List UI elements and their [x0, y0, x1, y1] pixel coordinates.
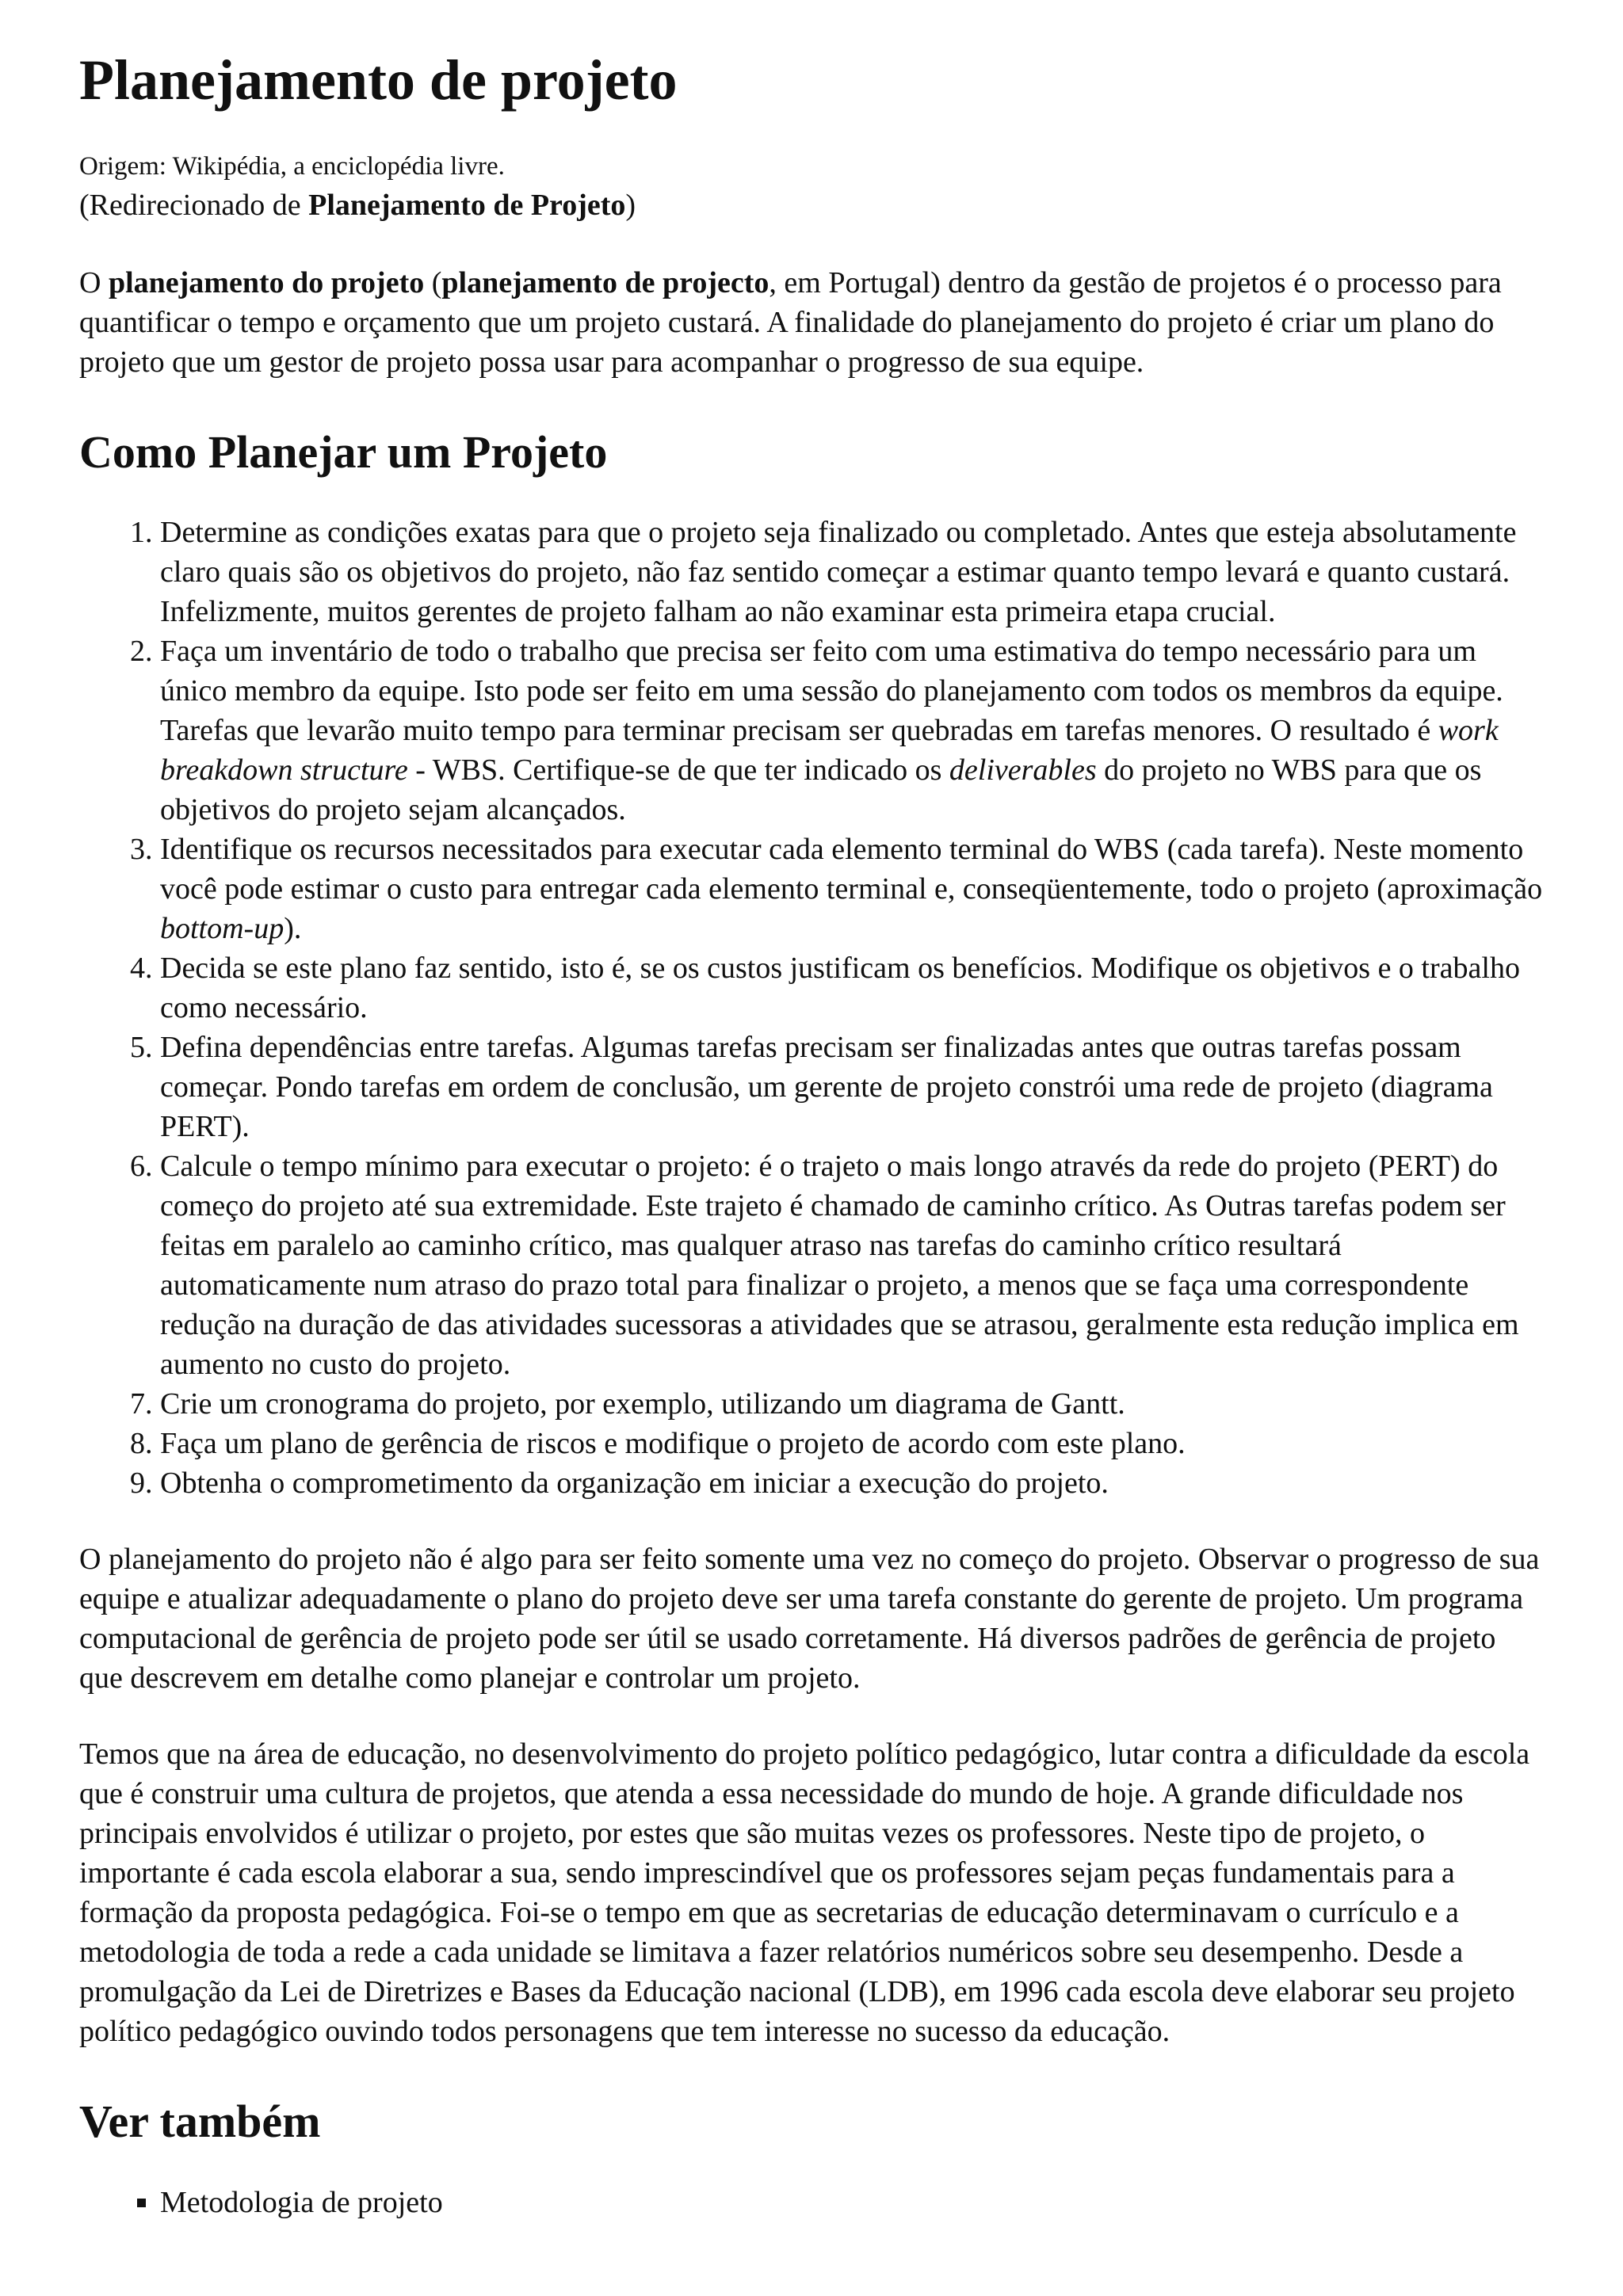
section-heading-ver-tambem: Ver também	[79, 2096, 321, 2148]
intro-text-1: O	[79, 265, 109, 299]
step-text: Faça um inventário de todo o trabalho que precisa ser feito com uma estimativa do tempo necessário para um único membro da equipe. Isto pode ser feito em uma sessão do planejamento com todos os membros da equipe. Tarefas que levarão muito tempo para terminar precisam ser quebradas em tarefas menores. O resultado é	[160, 635, 1503, 748]
body-paragraph-3: Temos que na área de educação, no desenvolvimento do projeto político pedagógico, lutar contra a dificuldade da escola que é construir uma cultura de projetos, que atenda a essa necessidade do mundo de hoje. A grande dificuldade nos principais envolvidos é utilizar o projeto, por estes que são muitas vezes os professores. Neste tipo de projeto, o importante é cada escola elaborar a sua, sendo imprescindível que os professores sejam peças fundamentais para a formação da proposta pedagógica. Foi-se o tempo em que as secretarias de educação determinavam o currículo e a metodologia de toda a rede a cada unidade se limitava a fazer relatórios numéricos sobre seu desempenho. Desde a promulgação da Lei de Diretrizes e Bases da Educação nacional (LDB), em 1996 cada escola deve elaborar seu projeto político pedagógico ouvindo todos personagens que tem interesse no sucesso da educação.	[79, 1737, 1530, 2049]
list-item	[160, 1424, 1544, 1463]
redirect-prefix: (Redirecionado de	[79, 188, 309, 222]
list-item	[160, 948, 1544, 1028]
step-text: ).	[284, 912, 302, 946]
origin-note: Origem: Wikipédia, a enciclopédia livre.	[79, 151, 505, 181]
step-text: Faça um plano de gerência de riscos e modifique o projeto de acordo com este plano.	[160, 1427, 1186, 1461]
intro-paragraph	[79, 263, 1544, 382]
step-text: Crie um cronograma do projeto, por exemplo, utilizando um diagrama de Gantt.	[160, 1387, 1125, 1421]
intro-bold-term: planejamento do projeto	[108, 265, 425, 299]
step-text: Defina dependências entre tarefas. Algumas tarefas precisam ser finalizadas antes que outras tarefas possam começar. Pondo tarefas em ordem de conclusão, um gerente de projeto constrói uma rede de projeto (diagrama PERT).	[160, 1031, 1493, 1144]
intro-bold-term-pt: planejamento de projecto	[441, 265, 769, 299]
page-title: Planejamento de projeto	[79, 48, 678, 112]
intro-text-2: (	[424, 265, 442, 299]
step-text: Decida se este plano faz sentido, isto é, se os custos justificam os benefícios. Modifique os objetivos e o trabalho como necessário.	[160, 952, 1520, 1025]
list-item	[160, 631, 1544, 830]
list-item	[160, 1384, 1544, 1424]
list-item	[160, 1028, 1544, 1146]
step-italic-term: deliverables	[949, 753, 1097, 788]
steps-list	[79, 513, 1544, 1503]
redirect-note	[79, 185, 1544, 225]
see-also-link[interactable]: Metodologia de projeto	[160, 2185, 443, 2219]
list-item	[160, 1463, 1544, 1503]
redirect-source-link[interactable]: Planejamento de Projeto	[308, 188, 626, 222]
list-item	[160, 1146, 1544, 1384]
see-also-item	[160, 2183, 1544, 2222]
list-item	[160, 513, 1544, 631]
step-text: Obtenha o comprometimento da organização em iniciar a execução do projeto.	[160, 1466, 1109, 1501]
step-text: Identifique os recursos necessitados para executar cada elemento terminal do WBS (cada tarefa). Neste momento você pode estimar o custo para entregar cada elemento terminal e, conseqüentemente, todo o projeto (aproximação	[160, 833, 1543, 906]
intro-text-3: , em Portugal) dentro da gestão de projetos é o processo para quantificar o tempo e orçamento que um projeto custará. A finalidade do planejamento do projeto é criar um plano do projeto que um gestor de projeto possa usar para acompanhar o progresso de sua equipe.	[79, 265, 1502, 379]
see-also-list	[79, 2183, 1544, 2222]
redirect-suffix: )	[625, 188, 636, 222]
step-text: Determine as condições exatas para que o projeto seja finalizado ou completado. Antes que esteja absolutamente claro quais são os objetivos do projeto, não faz sentido começar a estimar quanto tempo levará e quanto custará. Infelizmente, muitos gerentes de projeto falham ao não examinar esta primeira etapa crucial.	[160, 516, 1517, 629]
section-heading-como-planejar: Como Planejar um Projeto	[79, 425, 608, 478]
step-text: Calcule o tempo mínimo para executar o projeto: é o trajeto o mais longo através da rede do projeto (PERT) do começo do projeto até sua extremidade. Este trajeto é chamado de caminho crítico. As Outras tarefas podem ser feitas em paralelo ao caminho crítico, mas qualquer atraso nas tarefas do caminho crítico resultará automaticamente num atraso do prazo total para finalizar o projeto, a menos que se faça uma correspondente redução na duração de das atividades sucessoras a atividades que se atrasou, geralmente esta redução implica em aumento no custo do projeto.	[160, 1150, 1519, 1382]
step-text: - WBS. Certifique-se de que ter indicado os	[407, 753, 949, 788]
step-italic-term: work breakdown structure	[160, 714, 1499, 788]
step-text: do projeto no WBS para que os objetivos do projeto sejam alcançados.	[160, 753, 1482, 827]
step-italic-term: bottom-up	[160, 912, 285, 946]
list-item	[160, 830, 1544, 948]
body-paragraph-2: O planejamento do projeto não é algo para ser feito somente uma vez no começo do projeto. Observar o progresso de sua equipe e atualizar adequadamente o plano do projeto deve ser uma tarefa constante do gerente de projeto. Um programa computacional de gerência de projeto pode ser útil se usado corretamente. Há diversos padrões de gerência de projeto que descrevem em detalhe como planejar e controlar um projeto.	[79, 1543, 1540, 1695]
